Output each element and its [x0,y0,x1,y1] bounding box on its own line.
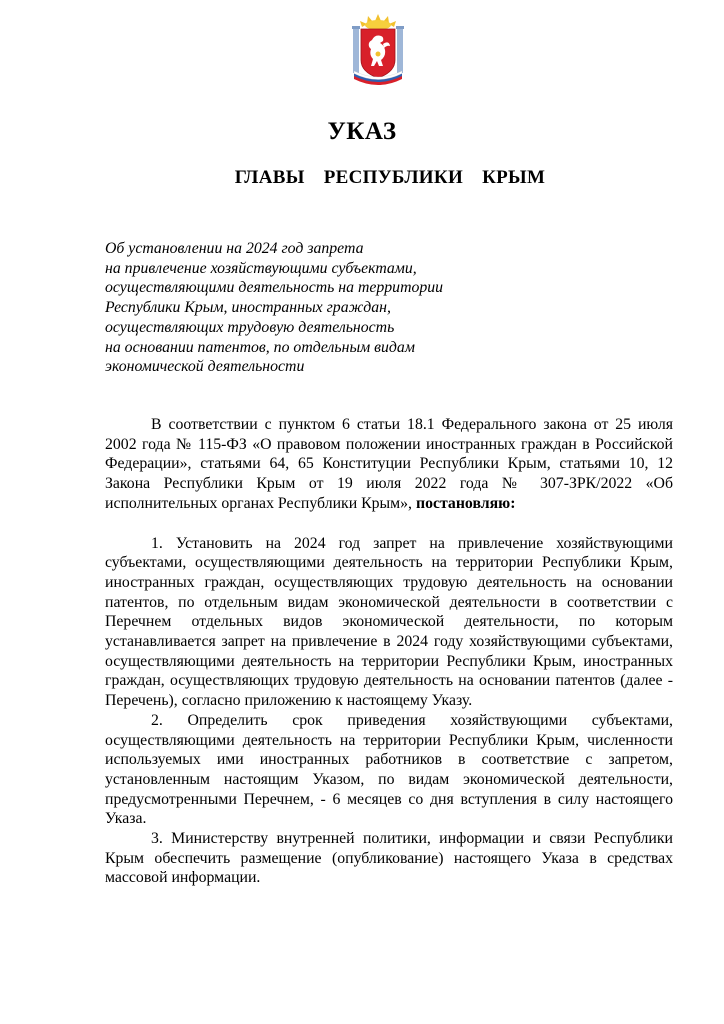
left-column-icon [353,27,359,73]
subject-line: осуществляющими деятельность на территории [105,279,444,297]
right-column-icon [397,27,403,73]
subject-line: экономической деятельности [105,358,305,376]
document-issuer: ГЛАВЫ РЕСПУБЛИКИ КРЫМ [234,167,546,188]
decree-word: постановляю: [415,494,516,512]
subject-line: на привлечение хозяйствующими субъектами, [105,259,417,277]
subject-line: Об установлении на 2024 год запрета [105,240,364,257]
subject-line: на основании патентов, по отдельным видам [105,338,415,356]
decree-item-1: 1. Установить на 2024 год запрет на привлечение хозяйствующими субъектами, осуществляющими деятельность на территории Республики Крым, иностранных граждан, осуществляющих трудовую деятельность на основании патентов, по отдельным видам экономической деятельности в соответствии с Перечнем отдельных видов экономической деятельности, по которым устанавливается запрет на привлечение в 2024 году хозяйствующими субъектами, осуществляющими деятельность на территории Республики Крым, иностранных граждан, осуществляющих трудовую деятельность на основании патентов (далее - Перечень), согласно приложению к настоящему Указу. [105,534,673,710]
document-subject [105,239,525,377]
subject-line: осуществляющих трудовую деятельность [105,318,395,336]
sun-icon [360,14,396,30]
preamble-paragraph [105,415,673,514]
decree-item-3: 3. Министерству внутренней политики, информации и связи Республики Крым обеспечить размещение (опубликование) настоящего Указа в средствах массовой информации. [105,830,673,887]
document-title: УКАЗ [327,118,397,145]
document-body [105,415,673,888]
crimea-coat-of-arms-icon [350,10,406,88]
preamble-text: В соответствии с пунктом 6 статьи 18.1 Федерального закона от 25 июля 2002 года № 115-ФЗ «О правовом положении иностранных граждан в Российской Федерации», статьями 64, 65 Конституции Республики Крым, статьями 10, 12 Закона Республики Крым от 19 июля 2022 года № 307-ЗРК/2022 «Об исполнительных органах Республики Крым», [105,416,673,512]
subject-line: Республики Крым, иностранных граждан, [105,299,391,317]
decree-item-2: 2. Определить срок приведения хозяйствующими субъектами, осуществляющими деятельность на территории Республики Крым, численности используемых ими иностранных работников в соответствие с запретом, установленным настоящим Указом, по видам экономической деятельности, предусмотренными Перечнем, - 6 месяцев со дня вступления в силу настоящего Указа. [105,711,673,828]
